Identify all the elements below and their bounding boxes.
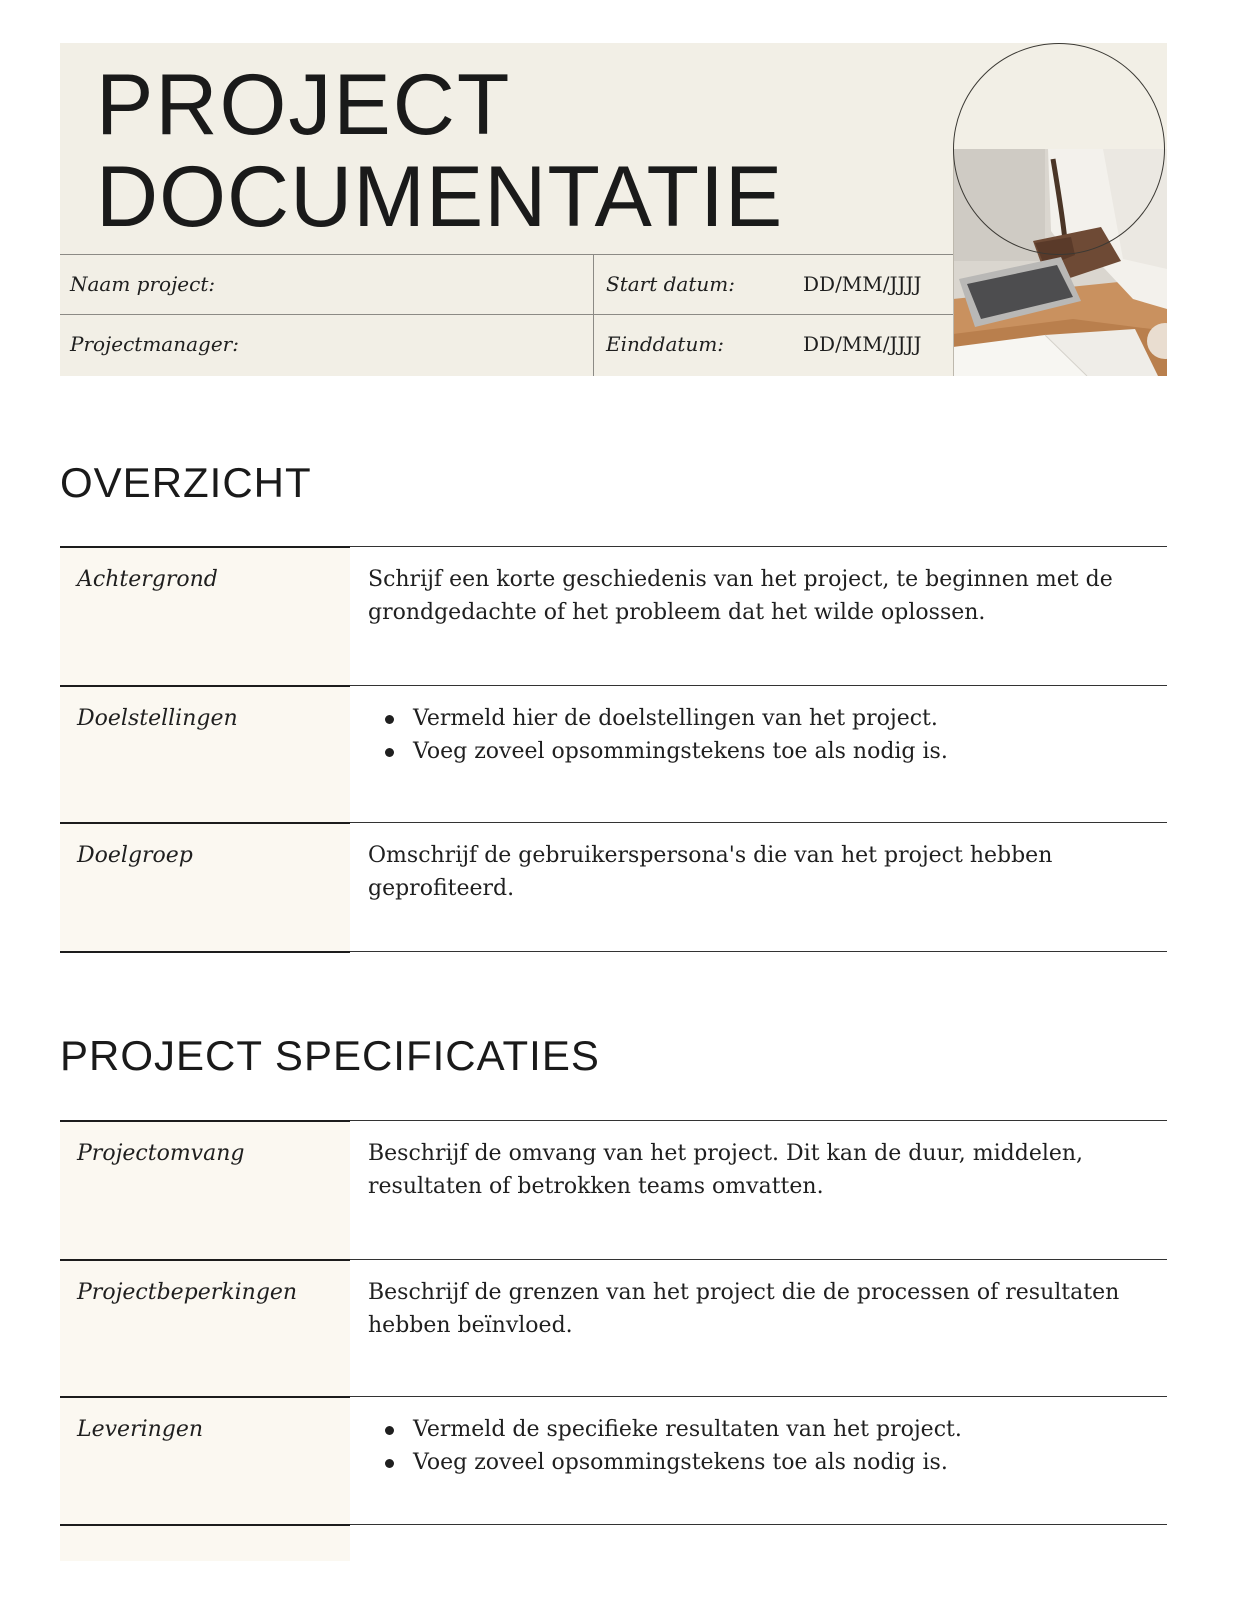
row-divider: [350, 1120, 1167, 1121]
row-divider: [60, 546, 350, 548]
header-divider: [593, 254, 594, 376]
objectives-list: [368, 702, 1158, 768]
row-divider: [60, 1120, 350, 1122]
row-label-objectives: Doelstellingen: [77, 706, 238, 731]
row-divider: [350, 1396, 1167, 1397]
project-name-label: Naam project:: [70, 272, 216, 296]
header-divider: [60, 314, 953, 315]
row-label-constraints: Projectbeperkingen: [77, 1280, 298, 1305]
list-item: Voeg zoveel opsommingstekens toe als nodig is.: [368, 1446, 1158, 1479]
deliverables-list: [368, 1413, 1158, 1479]
row-text-audience: Omschrijf de gebruikerspersona's die van het project hebben geprofiteerd.: [368, 843, 1053, 901]
row-label-audience: Doelgroep: [77, 843, 193, 868]
row-divider: [60, 1524, 350, 1526]
row-divider: [350, 822, 1167, 823]
row-label-background: Achtergrond: [77, 567, 218, 592]
row-text-scope: Beschrijf de omvang van het project. Dit kan de duur, middelen, resultaten of betrokken teams omvatten.: [368, 1141, 1084, 1199]
end-date-value[interactable]: DD/MM/JJJJ: [803, 332, 922, 356]
decorative-circle: [953, 43, 1165, 255]
row-divider: [350, 685, 1167, 686]
specs-heading: PROJECT SPECIFICATIES: [60, 1032, 600, 1079]
row-divider: [350, 1524, 1167, 1525]
row-divider: [60, 822, 350, 824]
header-divider: [60, 254, 953, 255]
row-label-scope: Projectomvang: [77, 1141, 245, 1166]
specs-label-column: [60, 1120, 350, 1561]
row-text-constraints: Beschrijf de grenzen van het project die de processen of resultaten hebben beïnvloed.: [368, 1280, 1120, 1338]
row-divider: [350, 951, 1167, 952]
title-line-2: DOCUMENTATIE: [96, 149, 784, 245]
page-title: [96, 59, 783, 243]
row-divider: [350, 546, 1167, 547]
start-date-value[interactable]: DD/MM/JJJJ: [803, 272, 922, 296]
overview-heading: OVERZICHT: [60, 459, 312, 506]
row-label-deliverables: Leveringen: [77, 1417, 204, 1442]
list-item: Voeg zoveel opsommingstekens toe als nodig is.: [368, 735, 1158, 768]
header-banner: [60, 43, 1167, 376]
overview-label-column: [60, 546, 350, 953]
list-item: Vermeld hier de doelstellingen van het project.: [368, 702, 1158, 735]
title-line-1: PROJECT: [96, 57, 512, 153]
list-item: Vermeld de specifieke resultaten van het project.: [368, 1413, 1158, 1446]
row-divider: [60, 1396, 350, 1398]
end-date-label: Einddatum:: [606, 332, 725, 356]
row-divider: [60, 1259, 350, 1261]
photo-edge: [953, 149, 954, 376]
row-divider: [60, 951, 350, 953]
row-text-background: Schrijf een korte geschiedenis van het project, te beginnen met de grondgedachte of het probleem dat het wilde oplossen.: [368, 567, 1113, 625]
header-photo: [953, 43, 1167, 376]
row-divider: [350, 1259, 1167, 1260]
row-divider: [60, 685, 350, 687]
project-manager-label: Projectmanager:: [70, 332, 239, 356]
start-date-label: Start datum:: [606, 272, 735, 296]
